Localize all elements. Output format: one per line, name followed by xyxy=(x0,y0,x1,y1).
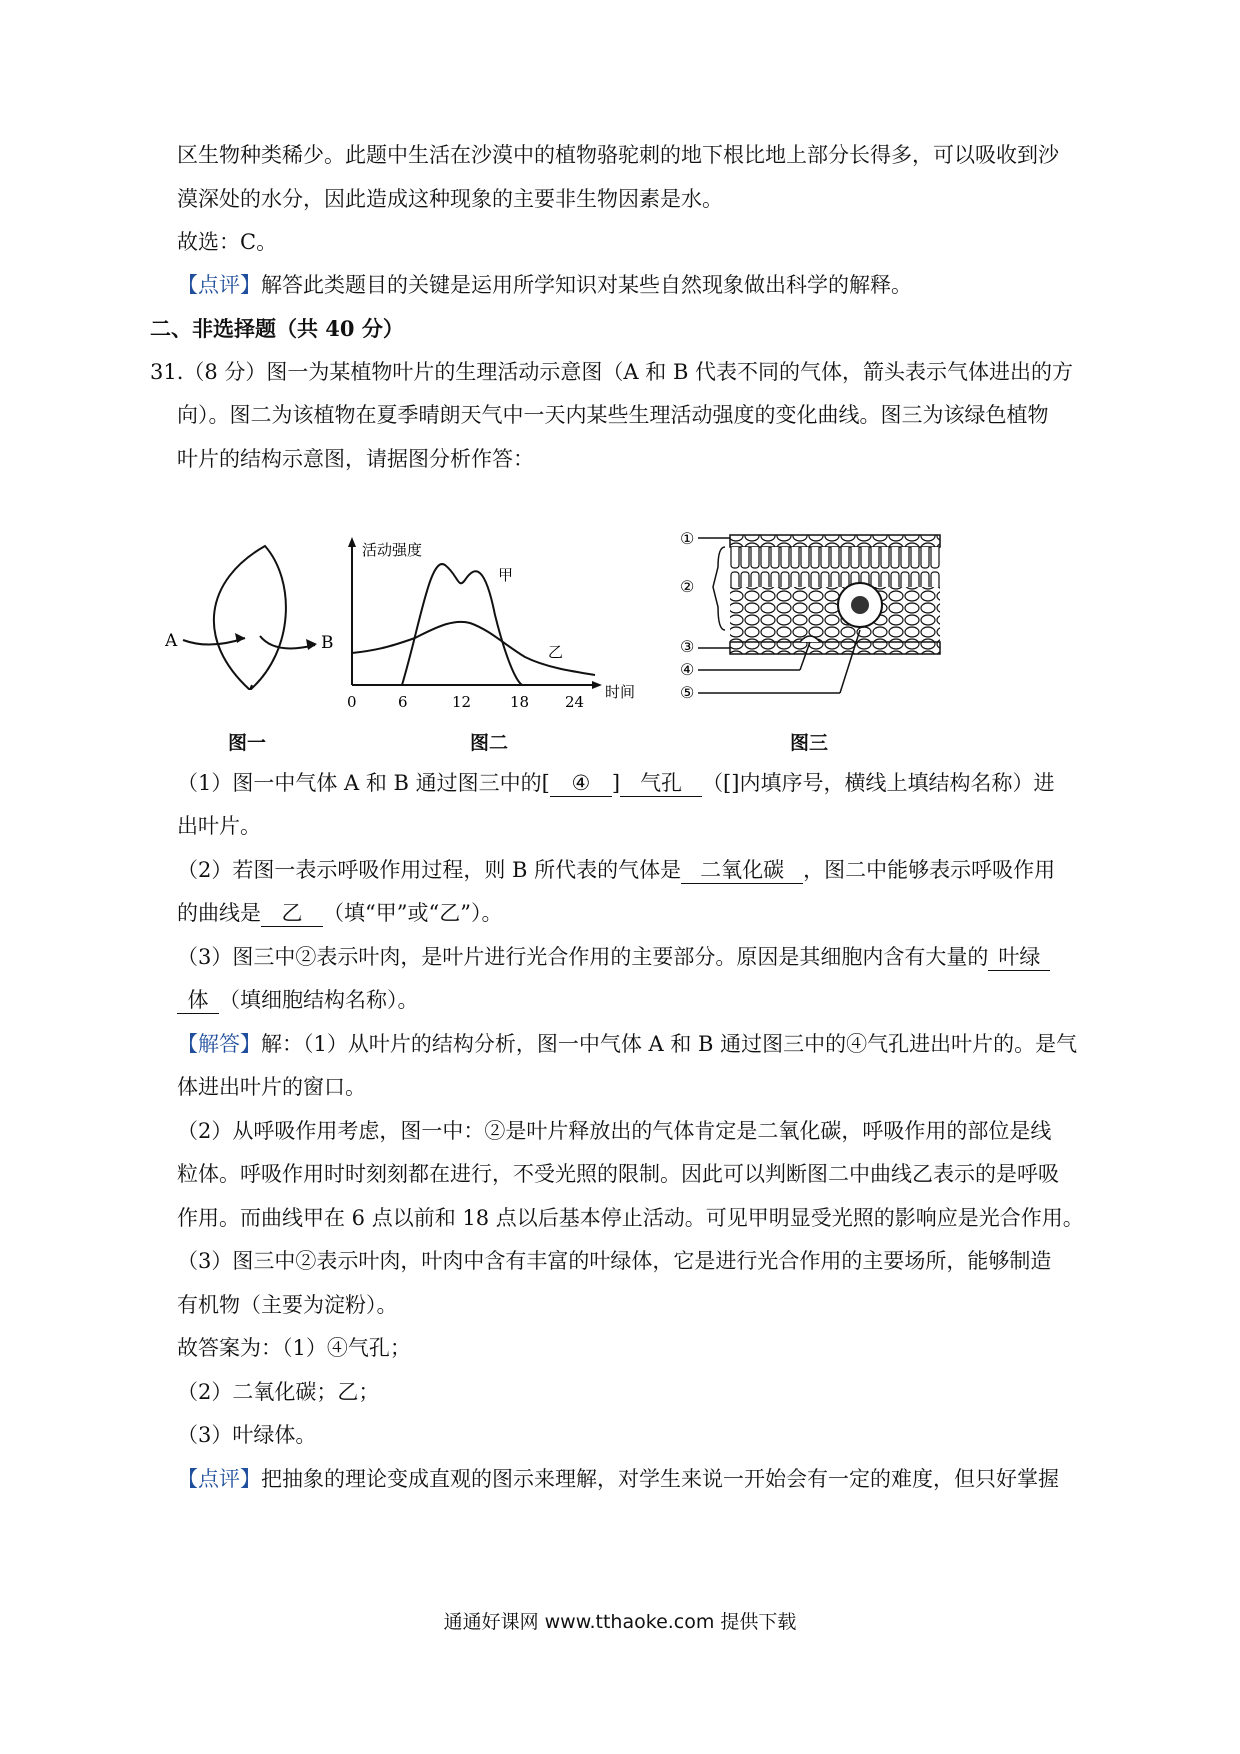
label-5: ⑤ xyxy=(680,683,695,702)
review-line xyxy=(177,1464,1059,1494)
answer-blank: ④ xyxy=(550,770,612,797)
figure-one xyxy=(165,540,345,690)
paragraph-line: 漠深处的水分，因此造成这种现象的主要非生物因素是水。 xyxy=(177,187,723,211)
review-tag: 【点评】 xyxy=(177,1467,261,1491)
text: ] xyxy=(611,771,621,795)
review-line xyxy=(177,270,912,300)
answer-line: 作用。而曲线甲在 6 点以前和 18 点以后基本停止活动。可见甲明显受光照的影响应是光合作用。 xyxy=(177,1206,1084,1230)
label-4: ④ xyxy=(680,660,695,679)
label-2: ② xyxy=(680,577,695,596)
paragraph-line: 区生物种类稀少。此题中生活在沙漠中的植物骆驼刺的地下根比地上部分长得多，可以吸收到沙 xyxy=(177,143,1059,167)
series-jia-label: 甲 xyxy=(498,566,514,584)
text: 把抽象的理论变成直观的图示来理解，对学生来说一开始会有一定的难度，但只好掌握 xyxy=(261,1467,1059,1491)
x-tick-label: 18 xyxy=(510,693,530,710)
subquestion-3-cont xyxy=(177,985,419,1015)
x-tick-label: 0 xyxy=(347,693,357,710)
answer-line: （2）从呼吸作用考虑，图一中：②是叶片释放出的气体肯定是二氧化碳，呼吸作用的部位是线 xyxy=(177,1119,1052,1143)
final-answer: 故答案为：（1）④气孔； xyxy=(177,1336,411,1360)
answer-blank: 乙 xyxy=(261,900,323,927)
text: （2）若图一表示呼吸作用过程，则 B 所代表的气体是 xyxy=(177,858,682,882)
lower-epidermis xyxy=(730,642,940,654)
text: ，图二中能够表示呼吸作用 xyxy=(803,858,1056,882)
palisade-layer xyxy=(730,547,940,587)
answer-line xyxy=(177,1029,1077,1059)
leaf-outline xyxy=(214,546,286,690)
x-tick-label: 24 xyxy=(565,693,585,710)
text: （[]内填序号，横线上填结构名称）进 xyxy=(702,771,1055,795)
text: 解：（1）从叶片的结构分析，图一中气体 A 和 B 通过图三中的④气孔进出叶片的。是气 xyxy=(261,1032,1078,1056)
subquestion-1 xyxy=(177,768,1054,798)
text: （填“甲”或“乙”）。 xyxy=(323,901,503,925)
subquestion-2-cont xyxy=(177,898,502,928)
answer-tag: 【解答】 xyxy=(177,1032,261,1056)
figure-two-chart xyxy=(340,535,670,710)
subquestion-3 xyxy=(177,942,1050,972)
x-tick-label: 12 xyxy=(452,693,472,710)
answer-blank: 二氧化碳 xyxy=(681,857,803,884)
final-answer: （2）二氧化碳；乙； xyxy=(177,1380,380,1404)
series-yi-label: 乙 xyxy=(548,643,564,661)
label-b: B xyxy=(321,633,334,653)
arrow-a xyxy=(183,638,245,645)
label-3: ③ xyxy=(680,637,695,656)
text: （3）图三中②表示叶肉，是叶片进行光合作用的主要部分。原因是其细胞内含有大量的 xyxy=(177,945,989,969)
answer-line: 有机物（主要为淀粉）。 xyxy=(177,1293,398,1317)
paragraph-line: 故选：C。 xyxy=(177,230,278,254)
question-line: 向）。图二为该植物在夏季晴朗天气中一天内某些生理活动强度的变化曲线。图三为该绿色植物 xyxy=(177,403,1049,427)
text: （填细胞结构名称）。 xyxy=(219,988,419,1012)
final-answer: （3）叶绿体。 xyxy=(177,1423,317,1447)
figure-three xyxy=(680,530,950,720)
question-line: 叶片的结构示意图，请据图分析作答： xyxy=(177,447,534,471)
answer-blank: 体 xyxy=(177,987,219,1014)
answer-line: 体进出叶片的窗口。 xyxy=(177,1075,366,1099)
figure-two-caption: 图二 xyxy=(470,732,509,754)
section-heading: 二、非选择题（共 40 分） xyxy=(150,316,404,341)
question-line: 31.（8 分）图一为某植物叶片的生理活动示意图（A 和 B 代表不同的气体，箭头表示气体进出的方 xyxy=(150,360,1074,384)
spongy-layer xyxy=(730,587,940,642)
text: （1）图一中气体 A 和 B 通过图三中的[ xyxy=(177,771,550,795)
label-a: A xyxy=(165,631,178,651)
x-tick-label: 6 xyxy=(398,693,408,710)
subquestion-1-cont: 出叶片。 xyxy=(177,814,261,838)
text: 的曲线是 xyxy=(177,901,261,925)
answer-blank: 气孔 xyxy=(620,770,702,797)
answer-blank: 叶绿 xyxy=(988,944,1050,971)
figure-three-caption: 图三 xyxy=(790,732,829,754)
review-text: 解答此类题目的关键是运用所学知识对某些自然现象做出科学的解释。 xyxy=(261,273,912,297)
page-footer: 通通好课网 www.tthaoke.com 提供下载 xyxy=(443,1611,797,1633)
y-axis-label: 活动强度 xyxy=(362,541,423,559)
x-axis-label: 时间 xyxy=(605,683,636,701)
label-1: ① xyxy=(680,530,695,548)
upper-epidermis xyxy=(730,535,940,547)
figure-one-caption: 图一 xyxy=(228,732,267,754)
answer-line: （3）图三中②表示叶肉，叶肉中含有丰富的叶绿体，它是进行光合作用的主要场所，能够制造 xyxy=(177,1249,1052,1273)
review-tag: 【点评】 xyxy=(177,273,261,297)
answer-line: 粒体。呼吸作用时时刻刻都在进行，不受光照的限制。因此可以判断图二中曲线乙表示的是呼吸 xyxy=(177,1162,1059,1186)
subquestion-2 xyxy=(177,855,1055,885)
